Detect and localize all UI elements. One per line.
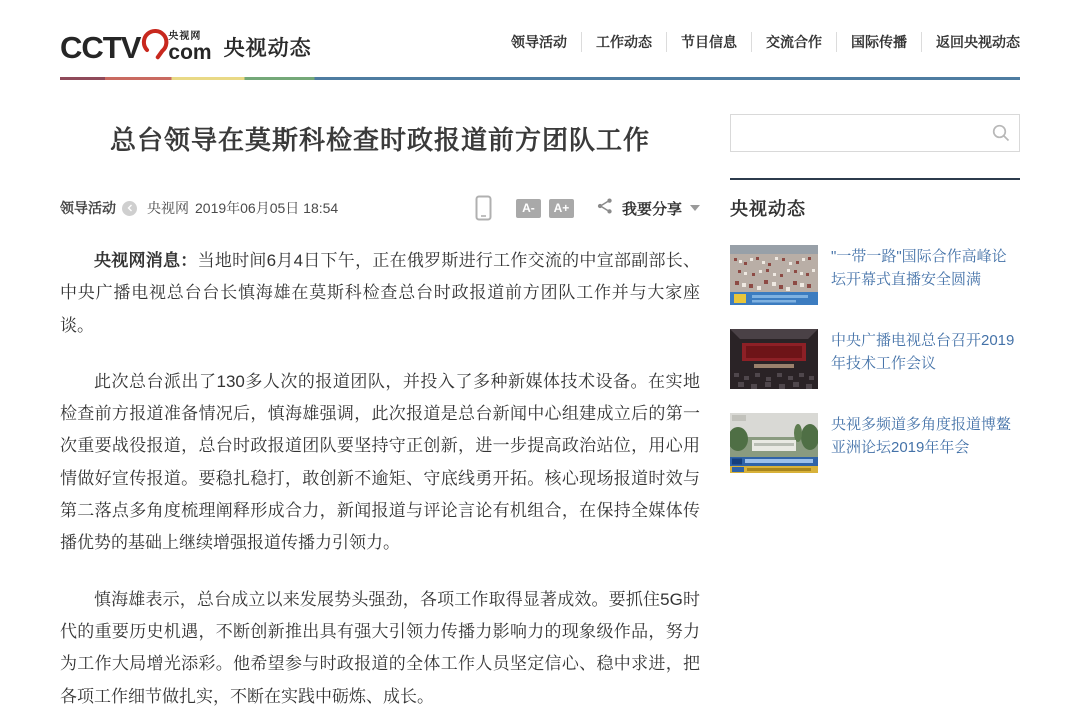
news-list-item[interactable]	[730, 245, 1020, 305]
article-body	[60, 245, 700, 713]
logo-domain: com	[168, 41, 212, 64]
nav-item-exchange-cooperation[interactable]: 交流合作	[751, 32, 836, 52]
paragraph-text: 此次总台派出了130多人次的报道团队，并投入了多种新媒体技术设备。在实地检查前方报道准备情况后，慎海雄强调，此次报道是总台新闻中心组建成立后的第一次重要战役报道，总台时政报道团队要坚持守正创新，进一步提高政治站位，用心用情做好宣传报道。要稳扎稳打，敢创新不逾矩、守底线勇开拓。核心现场报道时效与第二落点多角度梳理阐释形成合力，新闻报道与评论言论有机组合，在保持全媒体传播优势的基础上继续增强报道传播力引领力。	[60, 371, 700, 553]
article-meta-row	[60, 195, 700, 221]
sidebar-news-section	[730, 178, 1020, 473]
nav-item-work-updates[interactable]: 工作动态	[581, 32, 666, 52]
paragraph-text: 当地时间6月4日下午，正在俄罗斯进行工作交流的中宣部副部长、中央广播电视总台台长慎海雄在莫斯科检查总台时政报道前方团队工作并与大家座谈。	[60, 251, 700, 335]
news-thumbnail-boao-building	[730, 413, 818, 473]
search-box	[730, 114, 1020, 152]
article-title: 总台领导在莫斯科检查时政报道前方团队工作	[109, 125, 650, 155]
nav-item-international[interactable]: 国际传播	[836, 32, 921, 52]
paragraph-lead: 央视网消息：	[94, 251, 198, 270]
nav-item-back-to-cctv-news[interactable]: 返回央视动态	[921, 32, 1020, 52]
site-header	[60, 0, 1020, 77]
mobile-view-icon[interactable]	[475, 195, 492, 221]
article-meta	[60, 198, 338, 218]
search-input[interactable]	[730, 114, 1020, 152]
news-title[interactable]: 中央广播电视总台召开2019年技术工作会议	[831, 332, 1015, 373]
logo-site-name: 央视网	[168, 31, 202, 42]
search-icon[interactable]	[991, 123, 1011, 148]
main-nav	[497, 32, 1020, 52]
article-category-link[interactable]: 领导活动	[60, 200, 116, 216]
font-decrease-button[interactable]: A-	[516, 199, 541, 218]
site-logo[interactable]	[60, 20, 312, 63]
nav-item-leader-activities[interactable]: 领导活动	[511, 33, 567, 50]
news-list-item[interactable]	[730, 329, 1020, 389]
sidebar-section-title: 央视动态	[730, 199, 806, 219]
news-title[interactable]: "一带一路"国际合作高峰论坛开幕式直播安全圆满	[831, 248, 1007, 289]
nav-item-program-info[interactable]: 节目信息	[666, 32, 751, 52]
news-list-item[interactable]	[730, 413, 1020, 473]
news-thumbnail-conference-hall	[730, 245, 818, 305]
article-paragraph	[60, 366, 700, 560]
article-source: 央视网	[147, 200, 189, 216]
article-datetime: 2019年06月05日 18:54	[195, 200, 339, 216]
news-title[interactable]: 央视多频道多角度报道博鳌亚洲论坛2019年年会	[831, 416, 1012, 457]
article-toolbar	[475, 195, 700, 221]
logo-site-stack	[168, 32, 211, 63]
share-control[interactable]	[596, 197, 700, 220]
share-label: 我要分享	[621, 200, 682, 218]
logo-section-title: 央视动态	[223, 37, 312, 60]
paragraph-text: 慎海雄表示，总台成立以来发展势头强劲，各项工作取得显著成效。要抓住5G时代的重要历史机遇，不断创新推出具有强大引领力传播力影响力的现象级作品，努力为工作大局增光添彩。他希望参与时政报道的全体工作人员坚定信心、稳中求进，把各项工作细节做扎实，不断在实践中砺炼、成长。	[60, 589, 700, 706]
article-paragraph	[60, 245, 700, 342]
category-chevron-icon	[122, 201, 137, 216]
news-thumbnail-dark-auditorium	[730, 329, 818, 389]
logo-cctv-text: CCTV	[60, 30, 141, 65]
article-paragraph	[60, 584, 700, 713]
cctv-swoosh-icon	[138, 22, 174, 65]
chevron-down-icon	[690, 205, 700, 211]
share-icon	[596, 197, 614, 220]
font-increase-button[interactable]: A+	[549, 199, 574, 218]
